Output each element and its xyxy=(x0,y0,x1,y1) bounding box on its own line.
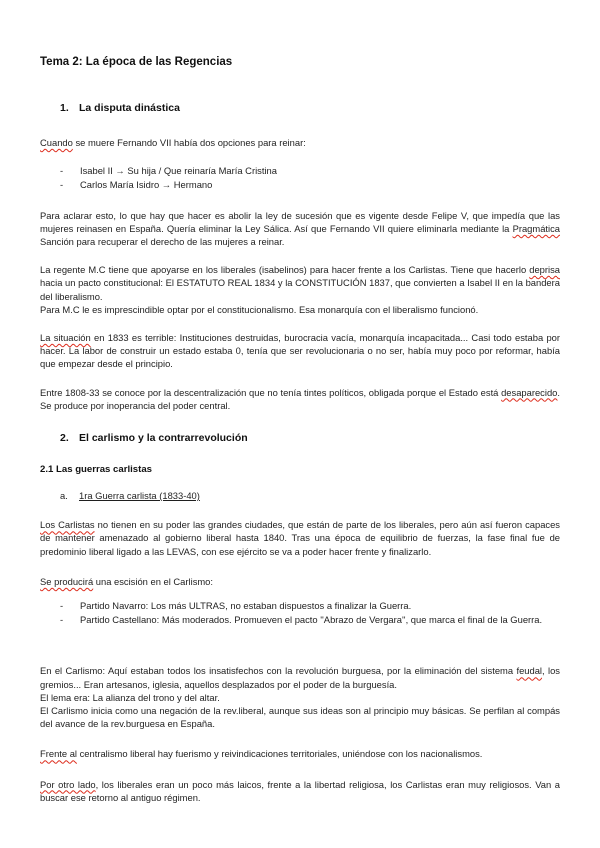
spellcheck-underline: Por otro lado xyxy=(40,778,96,790)
list-item-text: Partido Castellano: Más moderados. Promueven el pacto ''Abrazo de Vergara'', que marca el final de la Guerra. xyxy=(80,614,543,626)
subsection-2-1-heading: 2.1 Las guerras carlistas xyxy=(40,464,152,476)
paragraph-carlismo-negacion: El Carlismo inicia como una negación de la rev.liberal, aunque sus ideas son al principio muy básicas. Se perfilan al compás del avance de la rev.burguesa en España. xyxy=(40,705,560,730)
paragraph-lema: El lema era: La alianza del trono y del altar. xyxy=(40,691,220,703)
dash-bullet: - xyxy=(60,179,64,191)
spellcheck-underline: Los Carlistas xyxy=(40,519,95,531)
list-item-partido-castellano xyxy=(60,613,560,626)
dash-bullet: - xyxy=(60,600,64,612)
spellcheck-underline: deprisa xyxy=(529,264,560,276)
paragraph-ley-salica: Para aclarar esto, lo que hay que hacer es abolir la ley de sucesión que es vigente desde Felipe V, que impedía que las mujeres reinasen en España. Quería eliminar la Ley Sálica. Así que Fernando VII quiere eliminarla mediante la Pragmática Sanción para recuperar el derecho de las mujeres a reinar. xyxy=(40,209,560,248)
paragraph-regente-1: La regente M.C tiene que apoyarse en los liberales (isabelinos) para hacer frente a los Carlistas. Tiene que hacerlo deprisa hacia un pacto constitucional: El ESTATUTO REAL 1834 y la CONSTITUCIÓN 1837, que convierten a Isabel II en la bandera del liberalismo. xyxy=(40,264,560,302)
section-1-number: 1. xyxy=(60,102,69,114)
spellcheck-underline: La situación xyxy=(40,332,91,344)
paragraph-laicos-religiosos: Por otro lado, los liberales eran un poco más laicos, frente a la libertad religiosa, los Carlistas eran muy religiosos. Van a buscar ese retorno al antiguo régimen. xyxy=(40,778,560,803)
spellcheck-underline: Cuando xyxy=(40,137,73,148)
paragraph-carlismo-miembros: En el Carlismo: Aquí estaban todos los insatisfechos con la revolución burguesa, por la eliminación del sistema feudal, los gremios... Eran artesanos, iglesia, aquellos desplazados por el poder de la burguesía. xyxy=(40,665,560,690)
list-item-isabel xyxy=(60,164,560,177)
paragraph-succession-intro: Cuando se muere Fernando VII había dos opciones para reinar: xyxy=(40,137,306,148)
carlist-parties-list xyxy=(60,599,560,626)
paragraph-fuerismo: Frente al centralismo liberal hay fuerismo y reivindicaciones territoriales, uniéndose con los nacionalismos. xyxy=(40,748,483,760)
spellcheck-underline: desaparecido xyxy=(501,386,558,398)
spellcheck-underline: Se producirá xyxy=(40,575,94,587)
paragraph-regente-2: Para M.C le es imprescindible optar por el constitucionalismo. Esa monarquía con el liberalismo funcionó. xyxy=(40,303,479,315)
dash-bullet: - xyxy=(60,614,64,626)
first-carlist-war-title: 1ra Guerra carlista (1833-40) xyxy=(79,490,200,502)
paragraph-situacion-1833: La situación en 1833 es terrible: Instituciones destruidas, burocracia vacía, monarquía incapacitada... Casi todo estaba por hacer. La labor de construir un estado estaba 0, tenía que ser revolucionaria o no ser, había muy poco por reformar, había que empezar desde el principio. xyxy=(40,332,560,370)
succession-options-list xyxy=(60,164,560,191)
document-title: Tema 2: La época de las Regencias xyxy=(40,56,233,68)
paragraph-carlistas-ciudades: Los Carlistas no tienen en su poder las grandes ciudades, que están de parte de los liberales, pero aún así fueron capaces de mantener amenazado al gobierno liberal hasta 1840. Tras una época de equilibrio de fuerzas, la fase final fue de predominio liberal ligado a las LEVAS, con ese ejército se va a poder hacer frente y finalizarlo. xyxy=(40,519,560,557)
spellcheck-underline: feudal xyxy=(516,665,543,677)
spellcheck-underline: Pragmática xyxy=(512,222,560,234)
item-letter: a. xyxy=(60,490,68,502)
list-item-text: Carlos María Isidro → Hermano xyxy=(80,179,213,191)
list-item-text: Partido Navarro: Los más ULTRAS, no estaban dispuestos a finalizar la Guerra. xyxy=(80,600,412,612)
first-carlist-war-item xyxy=(60,489,560,502)
dash-bullet: - xyxy=(60,165,64,177)
list-item-partido-navarro xyxy=(60,599,560,612)
paragraph-descentralizacion: Entre 1808-33 se conoce por la descentralización que no tenía tintes políticos, obligada porque el Estado está desaparecido. Se produce por inoperancia del poder central. xyxy=(40,386,560,411)
section-2-title: El carlismo y la contrarrevolución xyxy=(79,432,248,445)
list-item-text: Isabel II → Su hija / Que reinaría María Cristina xyxy=(80,165,277,177)
list-item-carlos xyxy=(60,178,560,191)
section-1-heading xyxy=(60,102,560,114)
section-2-number: 2. xyxy=(60,432,69,445)
spellcheck-underline: Frente al xyxy=(40,748,77,760)
section-2-heading xyxy=(60,432,560,444)
paragraph-escision: Se producirá una escisión en el Carlismo: xyxy=(40,575,214,587)
section-1-title: La disputa dinástica xyxy=(79,102,180,114)
